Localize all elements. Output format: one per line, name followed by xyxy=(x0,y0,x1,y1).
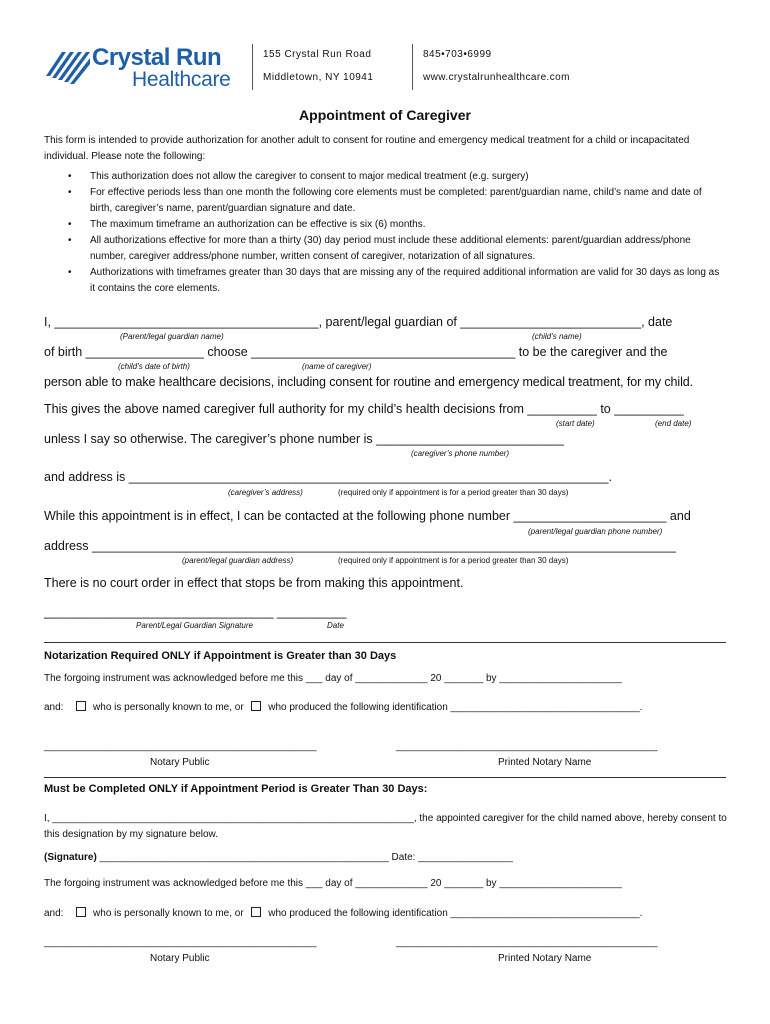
form-line-parent-phone[interactable]: While this appointment is in effect, I can be contacted at the following phone number ______________________ and xyxy=(44,509,691,523)
list-item: • All authorizations effective for more than a thirty (30) day period must include these additional elements: parent/guardian address/phone number, caregiver address/phone number, written consent of caregiver, notarization of all signatures. xyxy=(64,233,724,265)
caregiver-consent-text[interactable]: I, _________________________________________________________________, the appointed caregiver for the child named above, hereby consent to this designation by my signature below. xyxy=(44,813,727,840)
label-caregiver-address: (caregiver’s address) xyxy=(228,488,303,497)
caregiver-section-heading: Must be Completed ONLY if Appointment Period is Greater Than 30 Days: xyxy=(44,783,428,795)
logo-name: Crystal Run xyxy=(92,44,222,71)
form-line-parent[interactable]: I, ______________________________________, parent/legal guardian of __________________________, date xyxy=(44,315,673,329)
crystal-run-logo-mark xyxy=(44,46,92,86)
form-line-caregiver-address[interactable]: and address is _____________________________________________________________________. xyxy=(44,470,612,484)
notary-signature-line[interactable]: _________________________________________________ xyxy=(44,741,317,752)
form-line-parent-address[interactable]: address ____________________________________________________________________________________ xyxy=(44,539,676,553)
label-caregiver-phone: (caregiver’s phone number) xyxy=(411,449,509,458)
printed-name-line[interactable]: _______________________________________________ xyxy=(396,741,658,752)
website-link[interactable]: www.crystalrunhealthcare.com xyxy=(423,72,570,83)
label-required-note: (required only if appointment is for a period greater than 30 days) xyxy=(338,488,569,497)
label-caregiver-name: (name of caregiver) xyxy=(302,362,372,371)
list-item: • For effective periods less than one month the following core elements must be completed: parent/guardian name, child’s name and date of birth, caregiver’s name, parent/guardian signature and date. xyxy=(64,185,724,217)
address-line-2: Middletown, NY 10941 xyxy=(263,72,374,83)
label-parent-name: (Parent/legal guardian name) xyxy=(120,332,224,341)
option-identification-label: who produced the following identification __________________________________. xyxy=(268,908,643,919)
notary-acknowledgement[interactable]: The forgoing instrument was acknowledged before me this ___ day of _____________ 20 _______ by ______________________ xyxy=(44,673,622,684)
address-line-1: 155 Crystal Run Road xyxy=(263,49,372,60)
notary-acknowledgement[interactable]: The forgoing instrument was acknowledged before me this ___ day of _____________ 20 _______ by ______________________ xyxy=(44,878,622,889)
notary-identification-row xyxy=(44,701,642,713)
list-item: • Authorizations with timeframes greater than 30 days that are missing any of the required additional information are valid for 30 days as long as it contains the core elements. xyxy=(64,265,724,297)
label-child-dob: (child’s date of birth) xyxy=(118,362,190,371)
intro-text: This form is intended to provide authorization for another adult to consent for routine and emergency medical treatment for a child or incapacitated individual. Please note the following: xyxy=(44,135,690,162)
court-order-statement: There is no court order in effect that stops be from making this appointment. xyxy=(44,576,464,590)
printed-name-line[interactable]: _______________________________________________ xyxy=(396,937,658,948)
option-identification-label: who produced the following identification __________________________________. xyxy=(268,702,643,713)
phone-number: 845•703•6999 xyxy=(423,49,492,60)
label-notary-public: Notary Public xyxy=(150,953,210,964)
label-notary-public: Notary Public xyxy=(150,757,210,768)
signature-line[interactable]: _________________________________ __________ xyxy=(44,605,347,619)
label-start-date: (start date) xyxy=(556,419,595,428)
checkbox-known[interactable] xyxy=(76,907,86,917)
list-item: • This authorization does not allow the caregiver to consent to major medical treatment (e.g. surgery) xyxy=(64,169,724,185)
list-item: • The maximum timeframe an authorization can be effective is six (6) months. xyxy=(64,217,724,233)
label-signature: Parent/Legal Guardian Signature xyxy=(136,621,253,630)
and-label: and: xyxy=(44,908,64,919)
form-line-authority: person able to make healthcare decisions, including consent for routine and emergency medical treatment, for my child. xyxy=(44,375,693,389)
form-line-caregiver-phone[interactable]: unless I say so otherwise. The caregiver’s phone number is ___________________________ xyxy=(44,432,564,446)
label-parent-address: (parent/legal guardian address) xyxy=(182,556,294,565)
notary-heading: Notarization Required ONLY if Appointment is Greater than 30 Days xyxy=(44,650,397,662)
label-required-note: (required only if appointment is for a period greater than 30 days) xyxy=(338,556,569,565)
checkbox-known[interactable] xyxy=(76,701,86,711)
section-divider xyxy=(44,642,726,643)
signature-label: (Signature) xyxy=(44,852,97,863)
notary-identification-row xyxy=(44,907,642,919)
logo-subname: Healthcare xyxy=(132,68,231,91)
signature-date-line[interactable]: ____________________________________________________ Date: _________________ xyxy=(96,852,513,863)
checkbox-identification[interactable] xyxy=(251,701,261,711)
notary-signature-line[interactable]: _________________________________________________ xyxy=(44,937,317,948)
option-known-label: who is personally known to me, or xyxy=(93,908,244,919)
label-date: Date xyxy=(327,621,344,630)
label-end-date: (end date) xyxy=(655,419,692,428)
label-printed-notary-name: Printed Notary Name xyxy=(498,953,592,964)
form-line-dates[interactable]: This gives the above named caregiver full authority for my child’s health decisions from __________ to __________ xyxy=(44,402,684,416)
option-known-label: who is personally known to me, or xyxy=(93,702,244,713)
label-parent-phone: (parent/legal guardian phone number) xyxy=(528,527,663,536)
label-child-name: (child’s name) xyxy=(532,332,582,341)
requirements-list xyxy=(64,169,724,297)
section-divider xyxy=(44,777,726,778)
label-printed-notary-name: Printed Notary Name xyxy=(498,757,592,768)
page-title: Appointment of Caregiver xyxy=(299,107,471,123)
caregiver-signature-row[interactable] xyxy=(44,852,513,863)
form-line-caregiver[interactable]: of birth _________________ choose ______________________________________ to be the caregiver and the xyxy=(44,345,668,359)
checkbox-identification[interactable] xyxy=(251,907,261,917)
and-label: and: xyxy=(44,702,64,713)
